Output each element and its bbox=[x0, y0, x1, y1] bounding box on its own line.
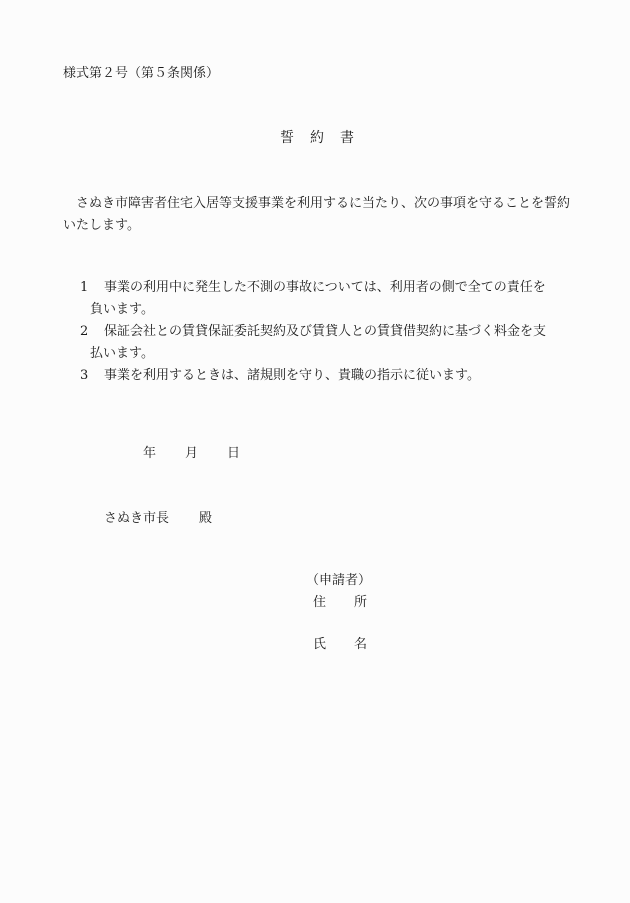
date-year-label: 年 bbox=[143, 446, 157, 461]
form-number: 様式第２号（第５条関係） bbox=[63, 66, 220, 81]
pledge-item bbox=[80, 277, 575, 321]
pledge-number: 3 bbox=[80, 368, 89, 383]
pledge-number: 2 bbox=[80, 324, 89, 339]
address-label-char: 住 bbox=[313, 595, 327, 610]
pledge-item bbox=[80, 321, 575, 365]
pledge-text-continued: 払います。 bbox=[90, 346, 154, 361]
intro-paragraph bbox=[63, 193, 573, 237]
pledge-text: 事業の利用中に発生した不測の事故については、利用者の側で全ての責任を bbox=[104, 280, 546, 295]
addressee bbox=[104, 512, 212, 525]
applicant-address-label bbox=[313, 596, 367, 609]
date-day-label: 日 bbox=[227, 446, 241, 461]
name-label-char: 名 bbox=[354, 637, 368, 652]
applicant-label: （申請者） bbox=[306, 573, 372, 588]
intro-text: さぬき市障害者住宅入居等支援事業を利用するに当たり、次の事項を守ることを誓約いたします。 bbox=[63, 196, 571, 233]
applicant-name-label bbox=[313, 638, 367, 651]
name-label-char: 氏 bbox=[313, 637, 327, 652]
document-title: 誓約書 bbox=[280, 130, 370, 146]
addressee-honorific: 殿 bbox=[199, 511, 213, 526]
pledge-item bbox=[80, 365, 575, 387]
pledge-list bbox=[80, 277, 575, 387]
pledge-text-continued: 負います。 bbox=[90, 302, 154, 317]
addressee-name: さぬき市長 bbox=[104, 511, 170, 526]
pledge-number: 1 bbox=[80, 280, 89, 295]
address-label-char: 所 bbox=[354, 595, 368, 610]
pledge-text: 保証会社との賃貸保証委託契約及び賃貸人との賃貸借契約に基づく料金を支 bbox=[104, 324, 547, 339]
pledge-text: 事業を利用するときは、諸規則を守り、貴職の指示に従います。 bbox=[104, 368, 480, 383]
date-month-label: 月 bbox=[185, 446, 199, 461]
date-line bbox=[143, 447, 240, 460]
